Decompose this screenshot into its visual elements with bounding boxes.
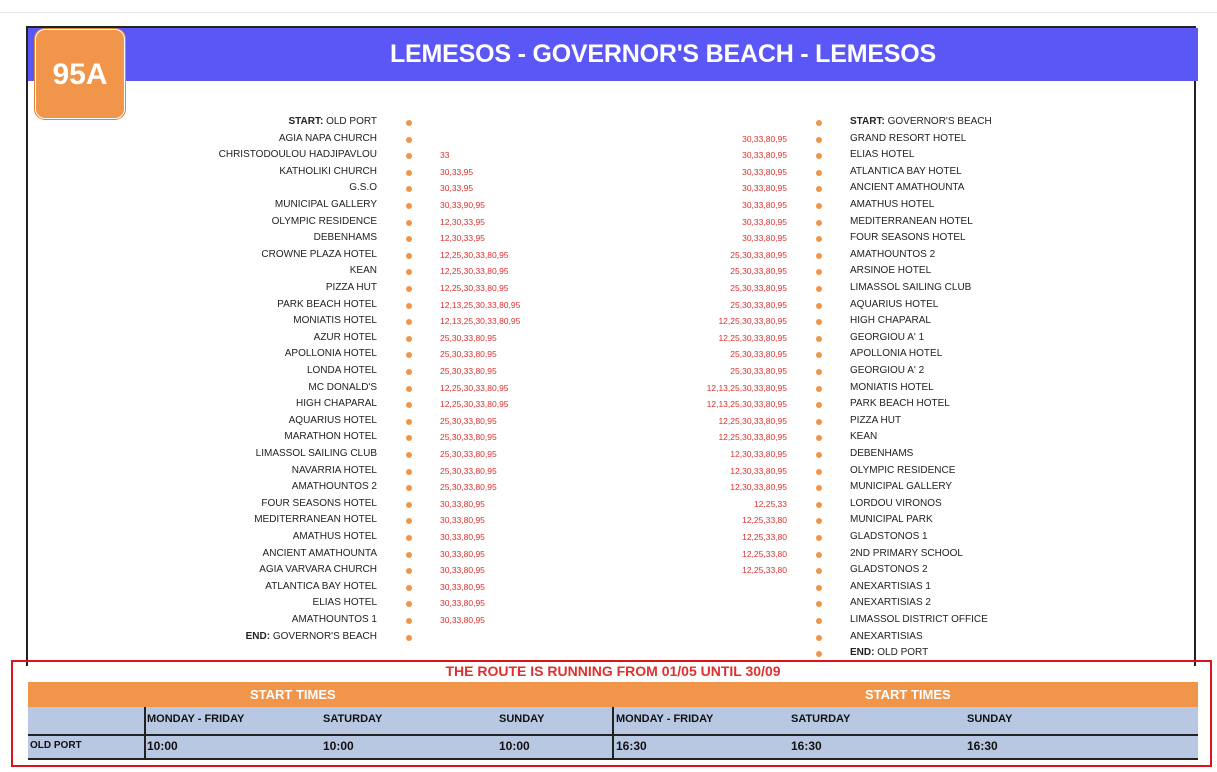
stop-dot-icon xyxy=(816,402,822,408)
stop-dot-icon xyxy=(816,352,822,358)
stop-dot-icon xyxy=(816,618,822,624)
inbound-stop-name xyxy=(850,382,934,393)
stop-label: ANEXARTISIAS 1 xyxy=(850,580,931,592)
connecting-routes: 30,33,95 xyxy=(440,183,474,194)
schedule-highlight-box xyxy=(11,660,1212,767)
inbound-stop-row xyxy=(0,481,1217,497)
stop-label: MUNICIPAL GALLERY xyxy=(850,481,953,493)
inbound-stop-row xyxy=(0,365,1217,381)
stop-label: ATLANTICA BAY HOTEL xyxy=(850,165,962,177)
stop-label: APOLLONIA HOTEL xyxy=(284,348,377,360)
inbound-stop-name xyxy=(850,133,966,144)
connecting-routes: 30,33,80,95 xyxy=(440,615,485,625)
start-time: 10:00 xyxy=(147,739,178,753)
stop-label: ELIAS HOTEL xyxy=(312,597,377,609)
inbound-stop-name xyxy=(850,597,931,608)
connecting-routes: 12,25,30,33,80,95 xyxy=(718,415,787,426)
stop-dot-icon xyxy=(816,435,822,441)
stop-label: KATHOLIKI CHURCH xyxy=(279,165,377,177)
stop-label: LIMASSOL SAILING CLUB xyxy=(850,282,972,293)
inbound-stop-row xyxy=(0,182,1217,198)
inbound-stop-row xyxy=(0,199,1217,215)
stop-label: HIGH CHAPARAL xyxy=(850,315,931,327)
inbound-stop-row xyxy=(0,564,1217,580)
stop-label: AZUR HOTEL xyxy=(313,331,377,343)
stop-label: PIZZA HUT xyxy=(850,414,902,426)
stop-label: AGIA NAPA CHURCH xyxy=(278,132,377,144)
start-time: 10:00 xyxy=(323,739,354,753)
stop-dot-icon xyxy=(816,386,822,392)
connecting-routes: 33 xyxy=(440,150,450,161)
stop-label: OLYMPIC RESIDENCE xyxy=(271,215,377,227)
inbound-stop-name xyxy=(850,631,923,642)
connecting-routes: 25,30,33,80,95 xyxy=(440,349,497,360)
inbound-stop-row xyxy=(0,332,1217,348)
inbound-stop-name xyxy=(850,581,931,592)
inbound-stop-row xyxy=(0,282,1217,298)
inbound-stop-row xyxy=(0,631,1217,647)
stop-label: GOVERNOR'S BEACH xyxy=(887,116,992,127)
stop-dot-icon xyxy=(816,601,822,607)
day-header: MONDAY - FRIDAY xyxy=(147,713,245,725)
inbound-stop-row xyxy=(0,514,1217,530)
inbound-stop-row xyxy=(0,382,1217,398)
connecting-routes: 25,30,33,80,95 xyxy=(440,432,497,443)
start-times-label-right: START TIMES xyxy=(865,687,951,702)
stop-dot-icon xyxy=(816,203,822,209)
stop-label: PARK BEACH HOTEL xyxy=(277,298,377,310)
connecting-routes: 25,30,33,80,95 xyxy=(730,349,787,360)
stop-label: FOUR SEASONS HOTEL xyxy=(261,497,377,509)
route-title: LEMESOS - GOVERNOR'S BEACH - LEMESOS xyxy=(389,40,937,68)
stop-label: OLYMPIC RESIDENCE xyxy=(850,464,956,476)
stop-label: GOVERNOR'S BEACH xyxy=(272,630,377,642)
connecting-routes: 30,33,80,95 xyxy=(742,166,787,177)
connecting-routes: 30,33,95 xyxy=(440,166,474,177)
connecting-routes: 12,30,33,95 xyxy=(440,233,485,244)
connecting-routes: 30,33,80,95 xyxy=(440,515,485,526)
inbound-stop-name xyxy=(850,166,962,177)
day-header: MONDAY - FRIDAY xyxy=(616,713,714,725)
inbound-stop-name xyxy=(850,299,938,310)
stop-label: MEDITERRANEAN HOTEL xyxy=(850,215,973,227)
inbound-stop-name xyxy=(850,514,933,525)
connecting-routes: 12,30,33,95 xyxy=(440,216,485,227)
stop-label: APOLLONIA HOTEL xyxy=(850,348,943,360)
connecting-routes: 25,30,33,80,95 xyxy=(730,249,787,260)
inbound-stop-name xyxy=(850,182,964,193)
connecting-routes: 30,33,80,95 xyxy=(440,532,485,542)
stop-label: GLADSTONOS 2 xyxy=(850,564,928,576)
day-header: SATURDAY xyxy=(323,713,383,725)
stop-prefix: START: xyxy=(850,116,885,127)
inbound-stop-name xyxy=(850,332,924,343)
connecting-routes: 12,25,30,33,80,95 xyxy=(440,266,509,277)
inbound-stop-row xyxy=(0,597,1217,613)
connecting-routes: 30,33,80,95 xyxy=(440,548,485,559)
stop-label: ARSINOE HOTEL xyxy=(850,265,932,277)
connecting-routes: 30,33,80,95 xyxy=(440,598,485,609)
inbound-stop-name xyxy=(850,282,971,293)
connecting-routes: 12,25,30,33,80,95 xyxy=(440,249,509,260)
inbound-stop-row xyxy=(0,315,1217,331)
stop-label: 2ND PRIMARY SCHOOL xyxy=(850,547,963,559)
inbound-stop-row xyxy=(0,232,1217,248)
stop-dot-icon xyxy=(816,137,822,143)
inbound-stop-name xyxy=(850,415,901,426)
inbound-stop-name xyxy=(850,431,877,442)
stop-label: PARK BEACH HOTEL xyxy=(850,398,950,410)
stop-label: ANEXARTISIAS 2 xyxy=(850,597,931,609)
start-time: 10:00 xyxy=(499,739,530,753)
stop-label: LONDA HOTEL xyxy=(306,365,377,376)
stop-label: AQUARIUS HOTEL xyxy=(850,298,939,310)
inbound-stop-row xyxy=(0,498,1217,514)
stop-label: PIZZA HUT xyxy=(325,282,377,293)
stop-label: KEAN xyxy=(850,431,878,443)
inbound-stop-name xyxy=(850,614,988,625)
stop-label: MONIATIS HOTEL xyxy=(850,381,934,393)
inbound-stop-name xyxy=(850,647,928,658)
connecting-routes: 12,13,25,30,33,80,95 xyxy=(440,316,521,327)
stop-dot-icon xyxy=(816,153,822,159)
stop-label: OLD PORT xyxy=(326,116,377,127)
stop-dot-icon xyxy=(816,186,822,192)
stop-label: AMATHOUNTOS 2 xyxy=(850,248,936,260)
connecting-routes: 12,25,30,33,80,95 xyxy=(718,332,787,343)
inbound-stop-name xyxy=(850,481,952,492)
stop-label: AMATHOUNTOS 1 xyxy=(291,614,377,625)
stop-dot-icon xyxy=(816,568,822,574)
stop-label: AMATHOUNTOS 2 xyxy=(291,481,377,493)
times-row-label: OLD PORT xyxy=(30,740,82,751)
stop-dot-icon xyxy=(816,518,822,524)
connecting-routes: 12,25,33 xyxy=(753,498,787,509)
connecting-routes: 12,25,33,80 xyxy=(742,548,787,559)
connecting-routes: 30,33,90,95 xyxy=(440,200,485,210)
inbound-stop-name xyxy=(850,548,963,559)
inbound-stop-row xyxy=(0,581,1217,597)
stop-label: LORDOU VIRONOS xyxy=(850,497,942,509)
stop-label: ATLANTICA BAY HOTEL xyxy=(265,580,377,592)
connecting-routes: 25,30,33,80,95 xyxy=(440,415,497,426)
connecting-routes: 12,25,33,80 xyxy=(742,532,787,542)
connecting-routes: 12,30,33,80,95 xyxy=(730,449,787,459)
stop-label: FOUR SEASONS HOTEL xyxy=(850,232,966,244)
connecting-routes: 12,25,33,80 xyxy=(742,515,787,526)
connecting-routes: 25,30,33,80,95 xyxy=(730,366,787,376)
inbound-stop-row xyxy=(0,431,1217,447)
inbound-stop-row xyxy=(0,249,1217,265)
inbound-stop-name xyxy=(850,448,913,459)
stop-label: DEBENHAMS xyxy=(313,232,377,244)
connecting-routes: 30,33,80,95 xyxy=(742,150,787,161)
inbound-stop-name xyxy=(850,465,955,476)
stop-label: AQUARIUS HOTEL xyxy=(288,414,377,426)
stop-dot-icon xyxy=(816,303,822,309)
inbound-stop-row xyxy=(0,116,1217,132)
connecting-routes: 25,30,33,80,95 xyxy=(440,332,497,343)
season-notice: THE ROUTE IS RUNNING FROM 01/05 UNTIL 30/09 xyxy=(445,663,781,679)
inbound-stop-row xyxy=(0,299,1217,315)
connecting-routes: 30,33,80,95 xyxy=(742,233,787,244)
connecting-routes: 12,13,25,30,33,80,95 xyxy=(706,399,787,410)
inbound-stop-row xyxy=(0,398,1217,414)
connecting-routes: 30,33,80,95 xyxy=(742,216,787,227)
stop-label: GLADSTONOS 1 xyxy=(850,531,928,542)
inbound-stop-row xyxy=(0,548,1217,564)
inbound-stop-name xyxy=(850,116,992,127)
stop-dot-icon xyxy=(816,170,822,176)
stop-label: HIGH CHAPARAL xyxy=(296,398,377,410)
connecting-routes: 25,30,33,80,95 xyxy=(440,465,497,476)
stop-prefix: END: xyxy=(245,630,271,642)
stop-dot-icon xyxy=(816,319,822,325)
connecting-routes: 12,25,30,33,80,95 xyxy=(718,432,787,443)
stop-dot-icon xyxy=(816,236,822,242)
stop-prefix: END: xyxy=(850,647,875,659)
inbound-stop-name xyxy=(850,498,942,509)
connecting-routes: 25,30,33,80,95 xyxy=(440,366,497,376)
stop-label: OLD PORT xyxy=(877,647,929,659)
inbound-stop-name xyxy=(850,216,973,227)
connecting-routes: 30,33,80,95 xyxy=(742,133,787,144)
inbound-stop-name xyxy=(850,249,935,260)
stop-label: MC DONALD'S xyxy=(308,381,377,393)
stop-label: ANEXARTISIAS xyxy=(850,630,923,642)
stop-dot-icon xyxy=(816,535,822,541)
connecting-routes: 25,30,33,80,95 xyxy=(730,299,787,310)
connecting-routes: 12,25,33,80 xyxy=(742,565,787,576)
stop-dot-icon xyxy=(816,552,822,558)
stop-label: KEAN xyxy=(349,265,377,277)
stop-label: G.S.O xyxy=(349,182,377,194)
stop-label: MONIATIS HOTEL xyxy=(293,315,377,327)
inbound-stop-row xyxy=(0,265,1217,281)
connecting-routes: 12,30,33,80,95 xyxy=(730,465,787,476)
stop-label: GEORGIOU A' 2 xyxy=(850,365,925,376)
stop-label: LIMASSOL DISTRICT OFFICE xyxy=(850,614,988,625)
stop-dot-icon xyxy=(816,502,822,508)
connecting-routes: 12,25,30,33,80,95 xyxy=(718,316,787,327)
inbound-stop-row xyxy=(0,465,1217,481)
stop-dot-icon xyxy=(816,635,822,641)
start-time: 16:30 xyxy=(967,739,998,753)
inbound-stop-name xyxy=(850,398,950,409)
stop-label: MUNICIPAL GALLERY xyxy=(274,199,377,210)
stop-label: DEBENHAMS xyxy=(850,448,914,459)
connecting-routes: 30,33,80,95 xyxy=(742,183,787,194)
inbound-stop-row xyxy=(0,415,1217,431)
inbound-stop-name xyxy=(850,315,931,326)
stop-label: AGIA VARVARA CHURCH xyxy=(259,564,377,576)
stop-dot-icon xyxy=(816,253,822,259)
stop-label: MUNICIPAL PARK xyxy=(850,514,933,526)
connecting-routes: 30,33,80,95 xyxy=(440,498,485,509)
day-header: SUNDAY xyxy=(499,713,545,725)
stop-label: GRAND RESORT HOTEL xyxy=(850,132,967,144)
start-time: 16:30 xyxy=(616,739,647,753)
connecting-routes: 12,13,25,30,33,80,95 xyxy=(706,382,787,393)
inbound-stop-name xyxy=(850,365,924,376)
connecting-routes: 30,33,80,95 xyxy=(440,581,485,592)
stop-label: ELIAS HOTEL xyxy=(850,149,915,161)
inbound-stop-row xyxy=(0,149,1217,165)
stop-dot-icon xyxy=(816,269,822,275)
start-times-label-left: START TIMES xyxy=(250,687,336,702)
stop-label: MARATHON HOTEL xyxy=(284,431,377,443)
stop-dot-icon xyxy=(816,286,822,292)
stop-dot-icon xyxy=(816,419,822,425)
stop-prefix: START: xyxy=(288,116,324,127)
stop-label: ANCIENT AMATHOUNTA xyxy=(262,547,377,559)
connecting-routes: 25,30,33,80,95 xyxy=(440,449,497,459)
stop-label: AMATHUS HOTEL xyxy=(850,199,935,210)
inbound-stop-row xyxy=(0,348,1217,364)
inbound-stop-name xyxy=(850,265,931,276)
connecting-routes: 12,25,30,33,80,95 xyxy=(440,399,509,410)
connecting-routes: 12,30,33,80,95 xyxy=(730,482,787,493)
inbound-stop-row xyxy=(0,133,1217,149)
stop-dot-icon xyxy=(816,651,822,657)
inbound-stop-name xyxy=(850,564,928,575)
connecting-routes: 12,25,30,33,80,95 xyxy=(440,382,509,393)
stop-dot-icon xyxy=(816,485,822,491)
inbound-stop-row xyxy=(0,531,1217,547)
route-number: 95A xyxy=(52,58,108,91)
inbound-stop-name xyxy=(850,199,934,210)
inbound-stop-name xyxy=(850,531,928,542)
start-time: 16:30 xyxy=(791,739,822,753)
inbound-stop-row xyxy=(0,448,1217,464)
stop-label: GEORGIOU A' 1 xyxy=(850,331,925,343)
inbound-stop-row xyxy=(0,614,1217,630)
stop-label: LIMASSOL SAILING CLUB xyxy=(255,448,377,459)
stop-label: CROWNE PLAZA HOTEL xyxy=(261,248,377,260)
connecting-routes: 12,25,30,33,80,95 xyxy=(440,283,509,293)
stop-label: NAVARRIA HOTEL xyxy=(291,464,377,476)
stop-label: ANCIENT AMATHOUNTA xyxy=(850,182,965,194)
inbound-stop-row xyxy=(0,216,1217,232)
connecting-routes: 25,30,33,80,95 xyxy=(730,283,787,293)
connecting-routes: 25,30,33,80,95 xyxy=(730,266,787,277)
connecting-routes: 30,33,80,95 xyxy=(742,200,787,210)
inbound-stop-row xyxy=(0,166,1217,182)
inbound-stop-name xyxy=(850,232,966,243)
stop-label: CHRISTODOULOU HADJIPAVLOU xyxy=(218,149,377,161)
stop-dot-icon xyxy=(816,336,822,342)
stop-dot-icon xyxy=(816,452,822,458)
stop-dot-icon xyxy=(816,585,822,591)
stop-label: MEDITERRANEAN HOTEL xyxy=(254,514,377,526)
inbound-stop-name xyxy=(850,149,914,160)
day-header: SUNDAY xyxy=(967,713,1013,725)
connecting-routes: 30,33,80,95 xyxy=(440,565,485,576)
connecting-routes: 25,30,33,80,95 xyxy=(440,482,497,493)
stop-label: AMATHUS HOTEL xyxy=(292,531,377,542)
stop-dot-icon xyxy=(816,120,822,126)
stop-dot-icon xyxy=(816,469,822,475)
inbound-stop-name xyxy=(850,348,942,359)
stop-dot-icon xyxy=(816,220,822,226)
stop-dot-icon xyxy=(816,369,822,375)
day-header: SATURDAY xyxy=(791,713,851,725)
connecting-routes: 12,13,25,30,33,80,95 xyxy=(440,299,521,310)
